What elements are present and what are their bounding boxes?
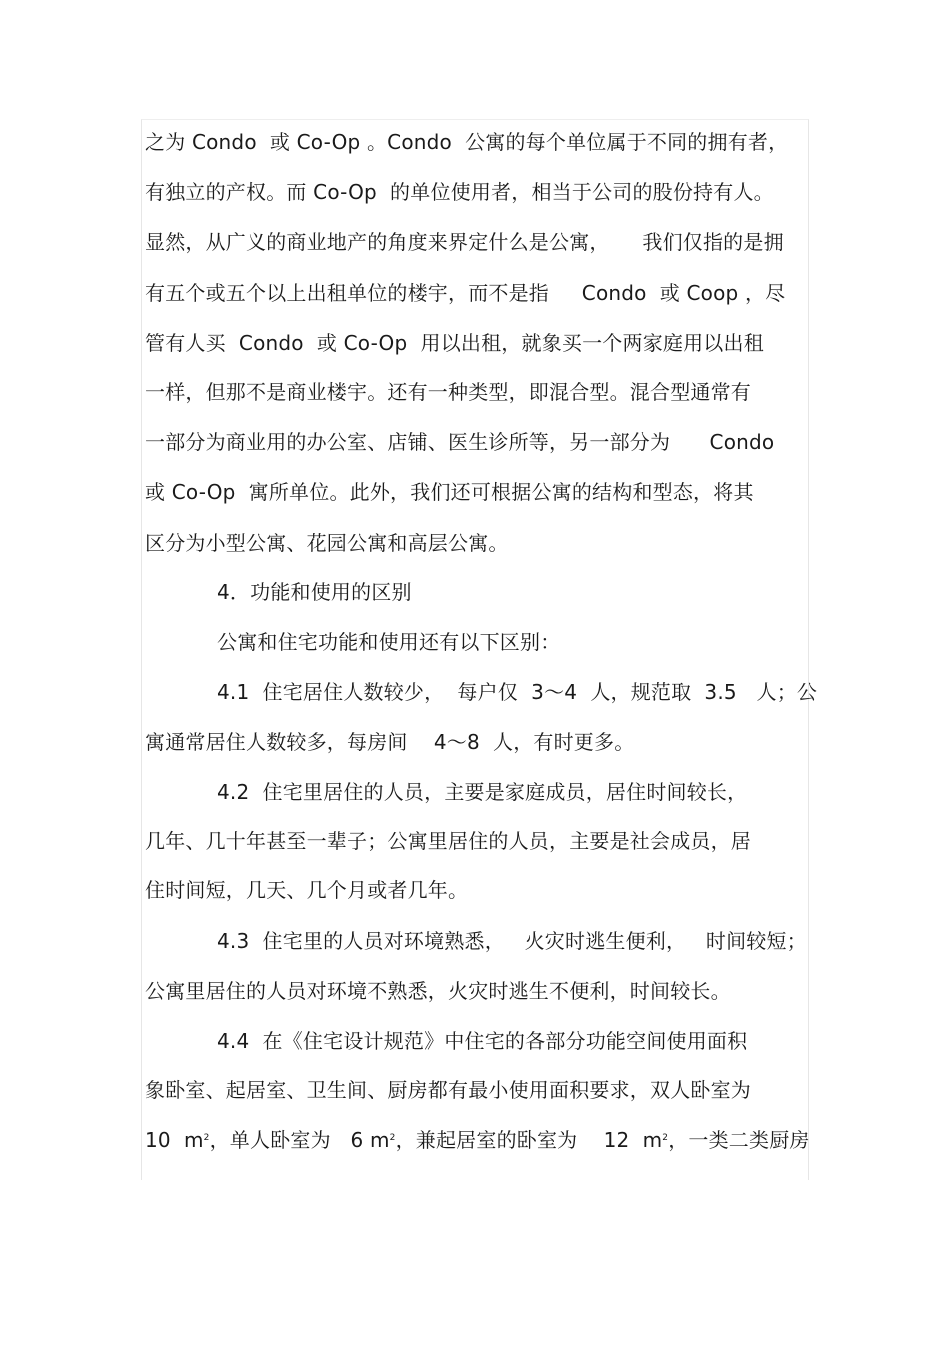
text-line: 公寓里居住的人员对环境不熟悉，火灾时逃生不便利，时间较长。 <box>145 979 731 1003</box>
text-line: 4.4 在《住宅设计规范》中住宅的各部分功能空间使用面积 <box>217 1029 748 1053</box>
text-line <box>145 1128 810 1152</box>
superscript: 2 <box>662 1133 669 1143</box>
text-line: 之为 Condo 或 Co-Op 。Condo 公寓的每个单位属于不同的拥有者， <box>145 130 789 154</box>
text-line: 或 Co-Op 寓所单位。此外，我们还可根据公寓的结构和型态，将其 <box>145 480 754 504</box>
text-line: 一部分为商业用的办公室、店铺、医生诊所等，另一部分为 Condo <box>145 430 775 454</box>
text-line: 几年、几十年甚至一辈子；公寓里居住的人员，主要是社会成员，居 <box>145 829 751 853</box>
text-line: 4.3 住宅里的人员对环境熟悉， 火灾时逃生便利， 时间较短； <box>217 929 807 953</box>
superscript: 2 <box>389 1133 396 1143</box>
text-line: 有独立的产权。而 Co-Op 的单位使用者，相当于公司的股份持有人。 <box>145 180 774 204</box>
text-line: 有五个或五个以上出租单位的楼宇，而不是指 Condo 或 Coop ，尽 <box>145 281 786 305</box>
text-span: ，兼起居室的卧室为 12 m <box>395 1128 663 1152</box>
text-line: 4.1 住宅居住人数较少， 每户仅 3～4 人，规范取 3.5 人；公 <box>217 680 818 704</box>
text-line: 公寓和住宅功能和使用还有以下区别： <box>217 630 561 654</box>
section-heading: 4．功能和使用的区别 <box>217 580 412 604</box>
text-line: 4.2 住宅里居住的人员，主要是家庭成员，居住时间较长， <box>217 780 748 804</box>
text-span: 10 m <box>145 1128 204 1152</box>
text-line: 管有人买 Condo 或 Co-Op 用以出租，就象买一个两家庭用以出租 <box>145 331 764 355</box>
text-span: ，一类二类厨房 <box>668 1128 810 1152</box>
text-line: 寓通常居住人数较多，每房间 4～8 人，有时更多。 <box>145 730 635 754</box>
text-line: 一样，但那不是商业楼宇。还有一种类型，即混合型。混合型通常有 <box>145 380 751 404</box>
text-line: 住时间短，几天、几个月或者几年。 <box>145 878 469 902</box>
text-line: 象卧室、起居室、卫生间、厨房都有最小使用面积要求，双人卧室为 <box>145 1078 751 1102</box>
superscript: 2 <box>203 1133 210 1143</box>
text-line: 区分为小型公寓、花园公寓和高层公寓。 <box>145 531 509 555</box>
text-line: 显然，从广义的商业地产的角度来界定什么是公寓， 我们仅指的是拥 <box>145 230 784 254</box>
text-span: ，单人卧室为 6 m <box>209 1128 390 1152</box>
